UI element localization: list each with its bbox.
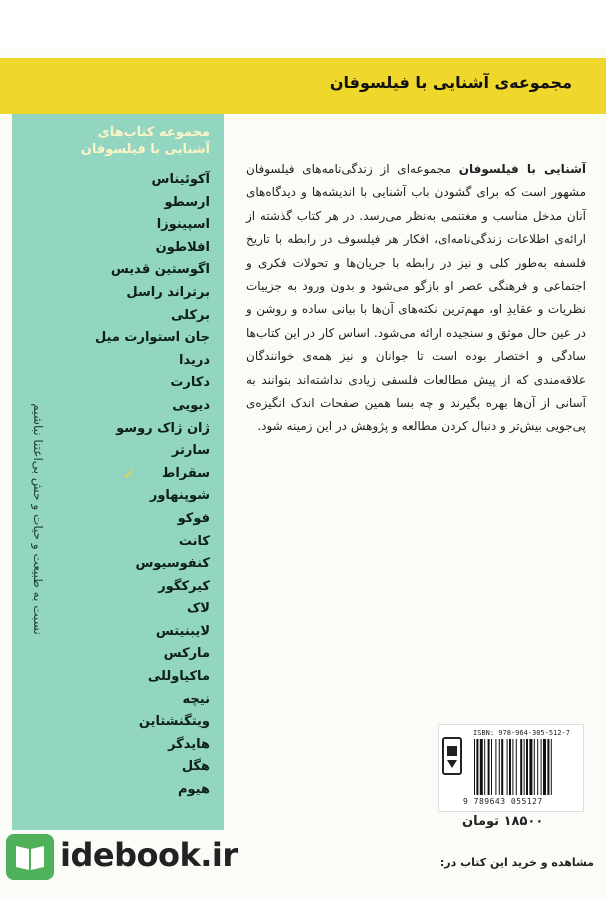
barcode-bar <box>476 739 478 795</box>
promo-watermark <box>4 830 304 884</box>
barcode-bar <box>484 739 485 795</box>
philosopher-name: لایبنیتس <box>155 623 210 639</box>
barcode-bar <box>480 739 483 795</box>
philosopher-name: ماکیاوللی <box>147 669 210 685</box>
philosopher-item <box>60 643 210 666</box>
philosopher-item <box>60 305 210 328</box>
panel-title-line-2: آشنایی با فیلسوفان <box>80 142 210 157</box>
philosopher-item <box>60 463 210 486</box>
philosopher-name: اگوستین قدیس <box>110 262 210 278</box>
barcode-bar <box>488 739 490 795</box>
barcode-bar <box>541 739 542 795</box>
description-paragraph <box>246 158 586 439</box>
philosopher-item <box>60 395 210 418</box>
philosopher-item <box>60 282 210 305</box>
philosopher-name: جان استوارت میل <box>94 330 210 346</box>
barcode-bar <box>520 739 522 795</box>
philosopher-item <box>60 553 210 576</box>
top-margin <box>0 0 606 48</box>
check-icon: ✓ <box>123 464 136 483</box>
brand-name[interactable]: idebook.ir <box>60 836 238 874</box>
philosopher-item <box>60 259 210 282</box>
barcode-bars <box>473 739 577 795</box>
barcode-bar <box>526 739 528 795</box>
philosopher-item <box>60 440 210 463</box>
philosopher-item <box>60 576 210 599</box>
price-label: ۱۸۵۰۰ تومان <box>462 814 544 829</box>
philosopher-name: نیچه <box>182 691 210 707</box>
barcode-bar <box>491 739 492 795</box>
philosopher-name: اسپینوزا <box>156 217 210 233</box>
philosopher-item <box>60 531 210 554</box>
barcode-bar <box>534 739 535 795</box>
philosopher-name: برتراند راسل <box>126 284 210 300</box>
philosopher-name: آکوئیناس <box>151 172 210 187</box>
philosopher-name: ژان ژاک روسو <box>116 420 210 436</box>
barcode-bar <box>501 739 503 795</box>
philosopher-item <box>60 689 210 712</box>
philosopher-name: کیرکگور <box>158 578 210 594</box>
philosopher-item <box>60 598 210 621</box>
philosopher-name: سارتر <box>171 443 210 459</box>
philosopher-name: کانت <box>178 533 210 549</box>
isbn-text: ISBN: 978-964-305-512-7 <box>473 729 570 737</box>
panel-title-line-1: مجموعه کتاب‌های <box>97 125 210 140</box>
philosopher-list <box>60 169 210 802</box>
philosopher-name: هایدگر <box>168 736 210 752</box>
philosopher-item <box>60 485 210 508</box>
promo-text: مشاهده و خرید این کتاب در: <box>439 856 594 869</box>
book-icon <box>6 834 54 880</box>
philosopher-item <box>60 734 210 757</box>
barcode-bar <box>537 739 538 795</box>
philosopher-name: کنفوسیوس <box>135 556 210 572</box>
philosopher-item <box>60 237 210 260</box>
philosopher-name: مارکس <box>163 646 210 662</box>
barcode-bar <box>495 739 496 795</box>
barcode-bar <box>524 739 525 795</box>
philosopher-name: ویتگنشتاین <box>138 714 210 730</box>
philosopher-name: برکلی <box>171 307 210 323</box>
philosopher-item <box>60 666 210 689</box>
philosopher-item <box>60 779 210 802</box>
philosopher-name: شوپنهاور <box>149 488 210 504</box>
philosopher-list-panel <box>12 114 224 830</box>
panel-title <box>30 124 210 158</box>
philosopher-item <box>60 169 210 192</box>
barcode-bar <box>474 739 475 795</box>
philosopher-item <box>60 756 210 779</box>
philosopher-name: سقراط <box>161 465 210 481</box>
barcode-bar <box>499 739 500 795</box>
philosopher-name: افلاطون <box>155 239 210 255</box>
philosopher-name: ارسطو <box>164 194 210 210</box>
philosopher-item <box>60 192 210 215</box>
philosopher-name: دکارت <box>170 375 210 391</box>
publisher-logo-icon <box>441 736 463 776</box>
philosopher-item <box>60 214 210 237</box>
philosopher-name: لاک <box>187 601 210 617</box>
barcode-digits: 9 789643 055127 <box>463 797 543 806</box>
philosopher-name: هگل <box>181 759 210 775</box>
series-title-bar <box>0 58 606 114</box>
philosopher-item <box>60 350 210 373</box>
barcode-bar <box>509 739 511 795</box>
philosopher-item <box>60 418 210 441</box>
barcode-bar <box>512 739 513 795</box>
philosopher-name: دیویی <box>172 397 210 413</box>
barcode-bar <box>551 739 552 795</box>
philosopher-item <box>60 508 210 531</box>
philosopher-item <box>60 621 210 644</box>
philosopher-item <box>60 372 210 395</box>
philosopher-item <box>60 711 210 734</box>
barcode-bar <box>516 739 517 795</box>
description-lead: آشنایی با فیلسوفان <box>458 162 587 176</box>
vertical-quote <box>28 319 48 719</box>
philosopher-name: هیوم <box>178 782 210 798</box>
vertical-quote-text: نسبت به طبیعت و حیات و حش بی‌اعتنا نباشیم <box>31 403 45 635</box>
barcode-bar <box>507 739 508 795</box>
philosopher-name: دریدا <box>178 352 210 368</box>
philosopher-name: فوکو <box>177 510 210 526</box>
description-body: مجموعه‌ای از زندگی‌نامه‌های فیلسوفان مشهور است که برای گشودن باب آشنایی با اندیشه‌ها و دیدگاه‌های آنان مدخل مناسب و مغتنمی به‌نظر می‌رسد. در هر کتاب گذشته از ارائه‌ی اطلاعات زندگی‌نامه‌ای، افکار هر فیلسوف در رابطه با تاریخ فلسفه به‌طور کلی و نیز در رابطه با جریان‌ها و تحولات فکری و اجتماعی و فرهنگی عصر او بازگو می‌شود و بدون ورود به جزییات نظریات و عقایدِ او، مهم‌ترین نکته‌های آن‌ها با بیانی ساده و روشن و در عین حال موثق و سنجیده ارائه می‌شود. اساس کار در این کتاب‌ها سادگی و اختصار بوده است تا جوانان و نیز همه‌ی خوانندگان علاقه‌مندی که از پیش مطالعات فلسفی زیادی نداشته‌اند بتوانند به آسانی از آن‌ها بهره بگیرند و چه بسا همین صفحات اندک انگیزه‌ی پی‌جویی بیش‌تر و دنبال کردن مطالعه و پژوهش در این زمینه شود. <box>246 162 586 434</box>
barcode-bar <box>529 739 532 795</box>
barcode-bar <box>547 739 549 795</box>
barcode-bar <box>543 739 546 795</box>
series-title: مجموعه‌ی آشنایی با فیلسوفان <box>329 73 572 92</box>
philosopher-item <box>60 327 210 350</box>
